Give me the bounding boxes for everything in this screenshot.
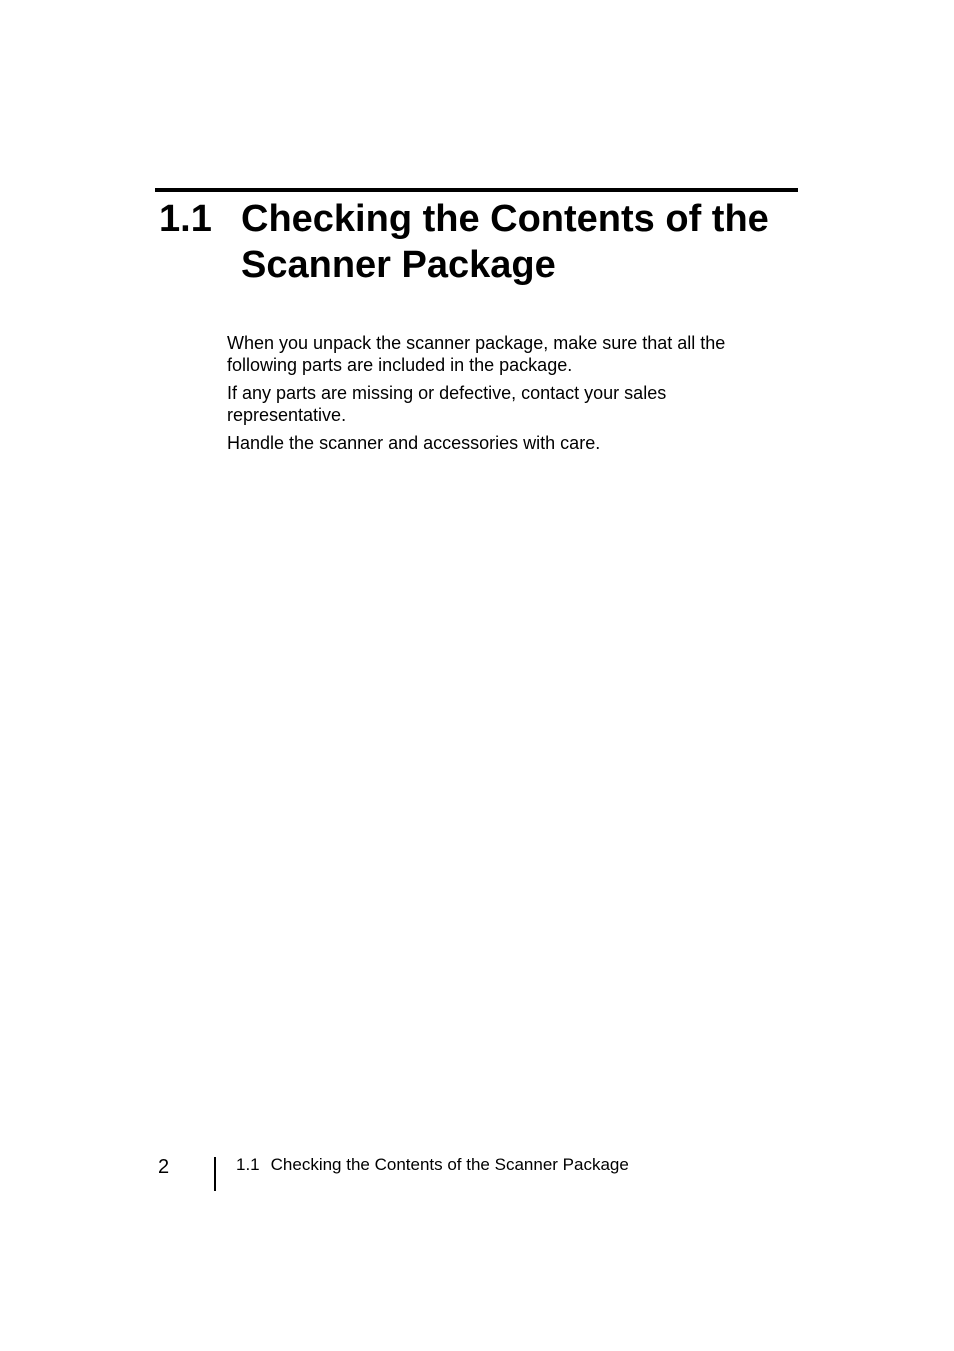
paragraph: Handle the scanner and accessories with care. <box>227 433 601 453</box>
page-number: 2 <box>158 1156 170 1178</box>
footer-divider <box>214 1157 216 1191</box>
section-number: 1.1 <box>159 198 212 240</box>
paragraph: When you unpack the scanner package, make sure that all the following parts are included in the package. <box>227 333 726 375</box>
running-footer <box>236 1154 629 1176</box>
footer-section-number: 1.1 <box>236 1155 260 1174</box>
footer-section-title: Checking the Contents of the Scanner Package <box>270 1155 629 1174</box>
section-title: Checking the Contents of the Scanner Package <box>241 198 769 286</box>
heading-rule <box>155 188 798 192</box>
body-text <box>227 332 772 460</box>
paragraph: If any parts are missing or defective, contact your sales representative. <box>227 383 667 425</box>
